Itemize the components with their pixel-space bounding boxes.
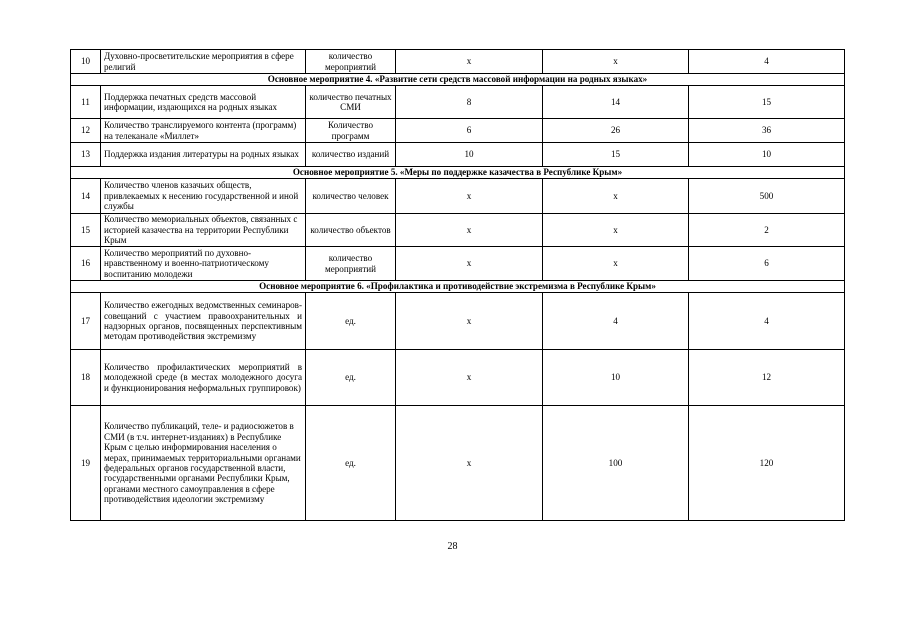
value-cell: 36: [689, 119, 845, 143]
row-number: 13: [71, 143, 101, 167]
value-cell: х: [396, 293, 543, 350]
value-cell: х: [396, 179, 543, 214]
row-number: 11: [71, 86, 101, 119]
table-row: [71, 179, 845, 214]
table-row: [71, 86, 845, 119]
value-cell: х: [543, 50, 689, 74]
value-cell: х: [396, 214, 543, 247]
section-row: [71, 167, 845, 179]
row-number: 19: [71, 406, 101, 521]
value-cell: 6: [689, 247, 845, 281]
unit-cell: ед.: [306, 350, 396, 406]
section-heading: Основное мероприятие 6. «Профилактика и противодействие экстремизма в Республике Крым»: [71, 281, 845, 293]
table-row: [71, 214, 845, 247]
value-cell: 14: [543, 86, 689, 119]
indicator-description: Количество мероприятий по духовно-нравственному и военно-патриотическому воспитанию молодежи: [101, 247, 306, 281]
indicator-description: Количество публикаций, теле- и радиосюжетов в СМИ (в т.ч. интернет-изданиях) в Республике Крым с целью информирования населения о мерах, принимаемых территориальными органами федеральных органов государственной власти, государственными органами Республики Крым, органами местного самоуправления в сфере противодействия идеологии экстремизму: [101, 406, 306, 521]
value-cell: 12: [689, 350, 845, 406]
unit-cell: ед.: [306, 293, 396, 350]
value-cell: 15: [543, 143, 689, 167]
unit-cell: количество человек: [306, 179, 396, 214]
table-row: [71, 119, 845, 143]
indicator-description: Количество профилактических мероприятий в молодежной среде (в местах молодежного досуга и функционирования неформальных группировок): [101, 350, 306, 406]
indicator-description: Количество членов казачьих обществ, привлекаемых к несению государственной и иной службы: [101, 179, 306, 214]
indicator-description: Количество транслируемого контента (программ) на телеканале «Миллет»: [101, 119, 306, 143]
table-row: [71, 406, 845, 521]
table-row: [71, 143, 845, 167]
value-cell: х: [396, 50, 543, 74]
value-cell: 6: [396, 119, 543, 143]
value-cell: 4: [689, 293, 845, 350]
indicator-description: Поддержка печатных средств массовой информации, издающихся на родных языках: [101, 86, 306, 119]
value-cell: х: [543, 179, 689, 214]
table-row: [71, 247, 845, 281]
row-number: 10: [71, 50, 101, 74]
unit-cell: количество изданий: [306, 143, 396, 167]
value-cell: 2: [689, 214, 845, 247]
value-cell: х: [396, 406, 543, 521]
section-row: [71, 74, 845, 86]
indicator-description: Поддержка издания литературы на родных языках: [101, 143, 306, 167]
row-number: 17: [71, 293, 101, 350]
indicators-table: [70, 49, 845, 521]
page-number: 28: [447, 541, 458, 552]
unit-cell: количество мероприятий: [306, 247, 396, 281]
value-cell: х: [543, 214, 689, 247]
value-cell: 15: [689, 86, 845, 119]
section-heading: Основное мероприятие 4. «Развитие сети средств массовой информации на родных языках»: [71, 74, 845, 86]
row-number: 12: [71, 119, 101, 143]
row-number: 14: [71, 179, 101, 214]
value-cell: 10: [689, 143, 845, 167]
value-cell: 10: [543, 350, 689, 406]
unit-cell: Количество программ: [306, 119, 396, 143]
value-cell: х: [396, 350, 543, 406]
value-cell: 10: [396, 143, 543, 167]
indicator-description: Духовно-просветительские мероприятия в сфере религий: [101, 50, 306, 74]
unit-cell: количество объектов: [306, 214, 396, 247]
value-cell: 100: [543, 406, 689, 521]
value-cell: х: [543, 247, 689, 281]
value-cell: 120: [689, 406, 845, 521]
table-row: [71, 50, 845, 74]
unit-cell: количество печатных СМИ: [306, 86, 396, 119]
value-cell: 4: [689, 50, 845, 74]
section-row: [71, 281, 845, 293]
value-cell: 500: [689, 179, 845, 214]
value-cell: 8: [396, 86, 543, 119]
section-heading: Основное мероприятие 5. «Меры по поддержке казачества в Республике Крым»: [71, 167, 845, 179]
value-cell: 4: [543, 293, 689, 350]
indicator-description: Количество мемориальных объектов, связанных с историей казачества на территории Республики Крым: [101, 214, 306, 247]
row-number: 16: [71, 247, 101, 281]
indicator-description: Количество ежегодных ведомственных семинаров-совещаний с участием правоохранительных и надзорных органов, посвященных перспективным методам противодействия экстремизму: [101, 293, 306, 350]
row-number: 18: [71, 350, 101, 406]
value-cell: х: [396, 247, 543, 281]
unit-cell: ед.: [306, 406, 396, 521]
row-number: 15: [71, 214, 101, 247]
table-row: [71, 350, 845, 406]
table-row: [71, 293, 845, 350]
value-cell: 26: [543, 119, 689, 143]
unit-cell: количество мероприятий: [306, 50, 396, 74]
